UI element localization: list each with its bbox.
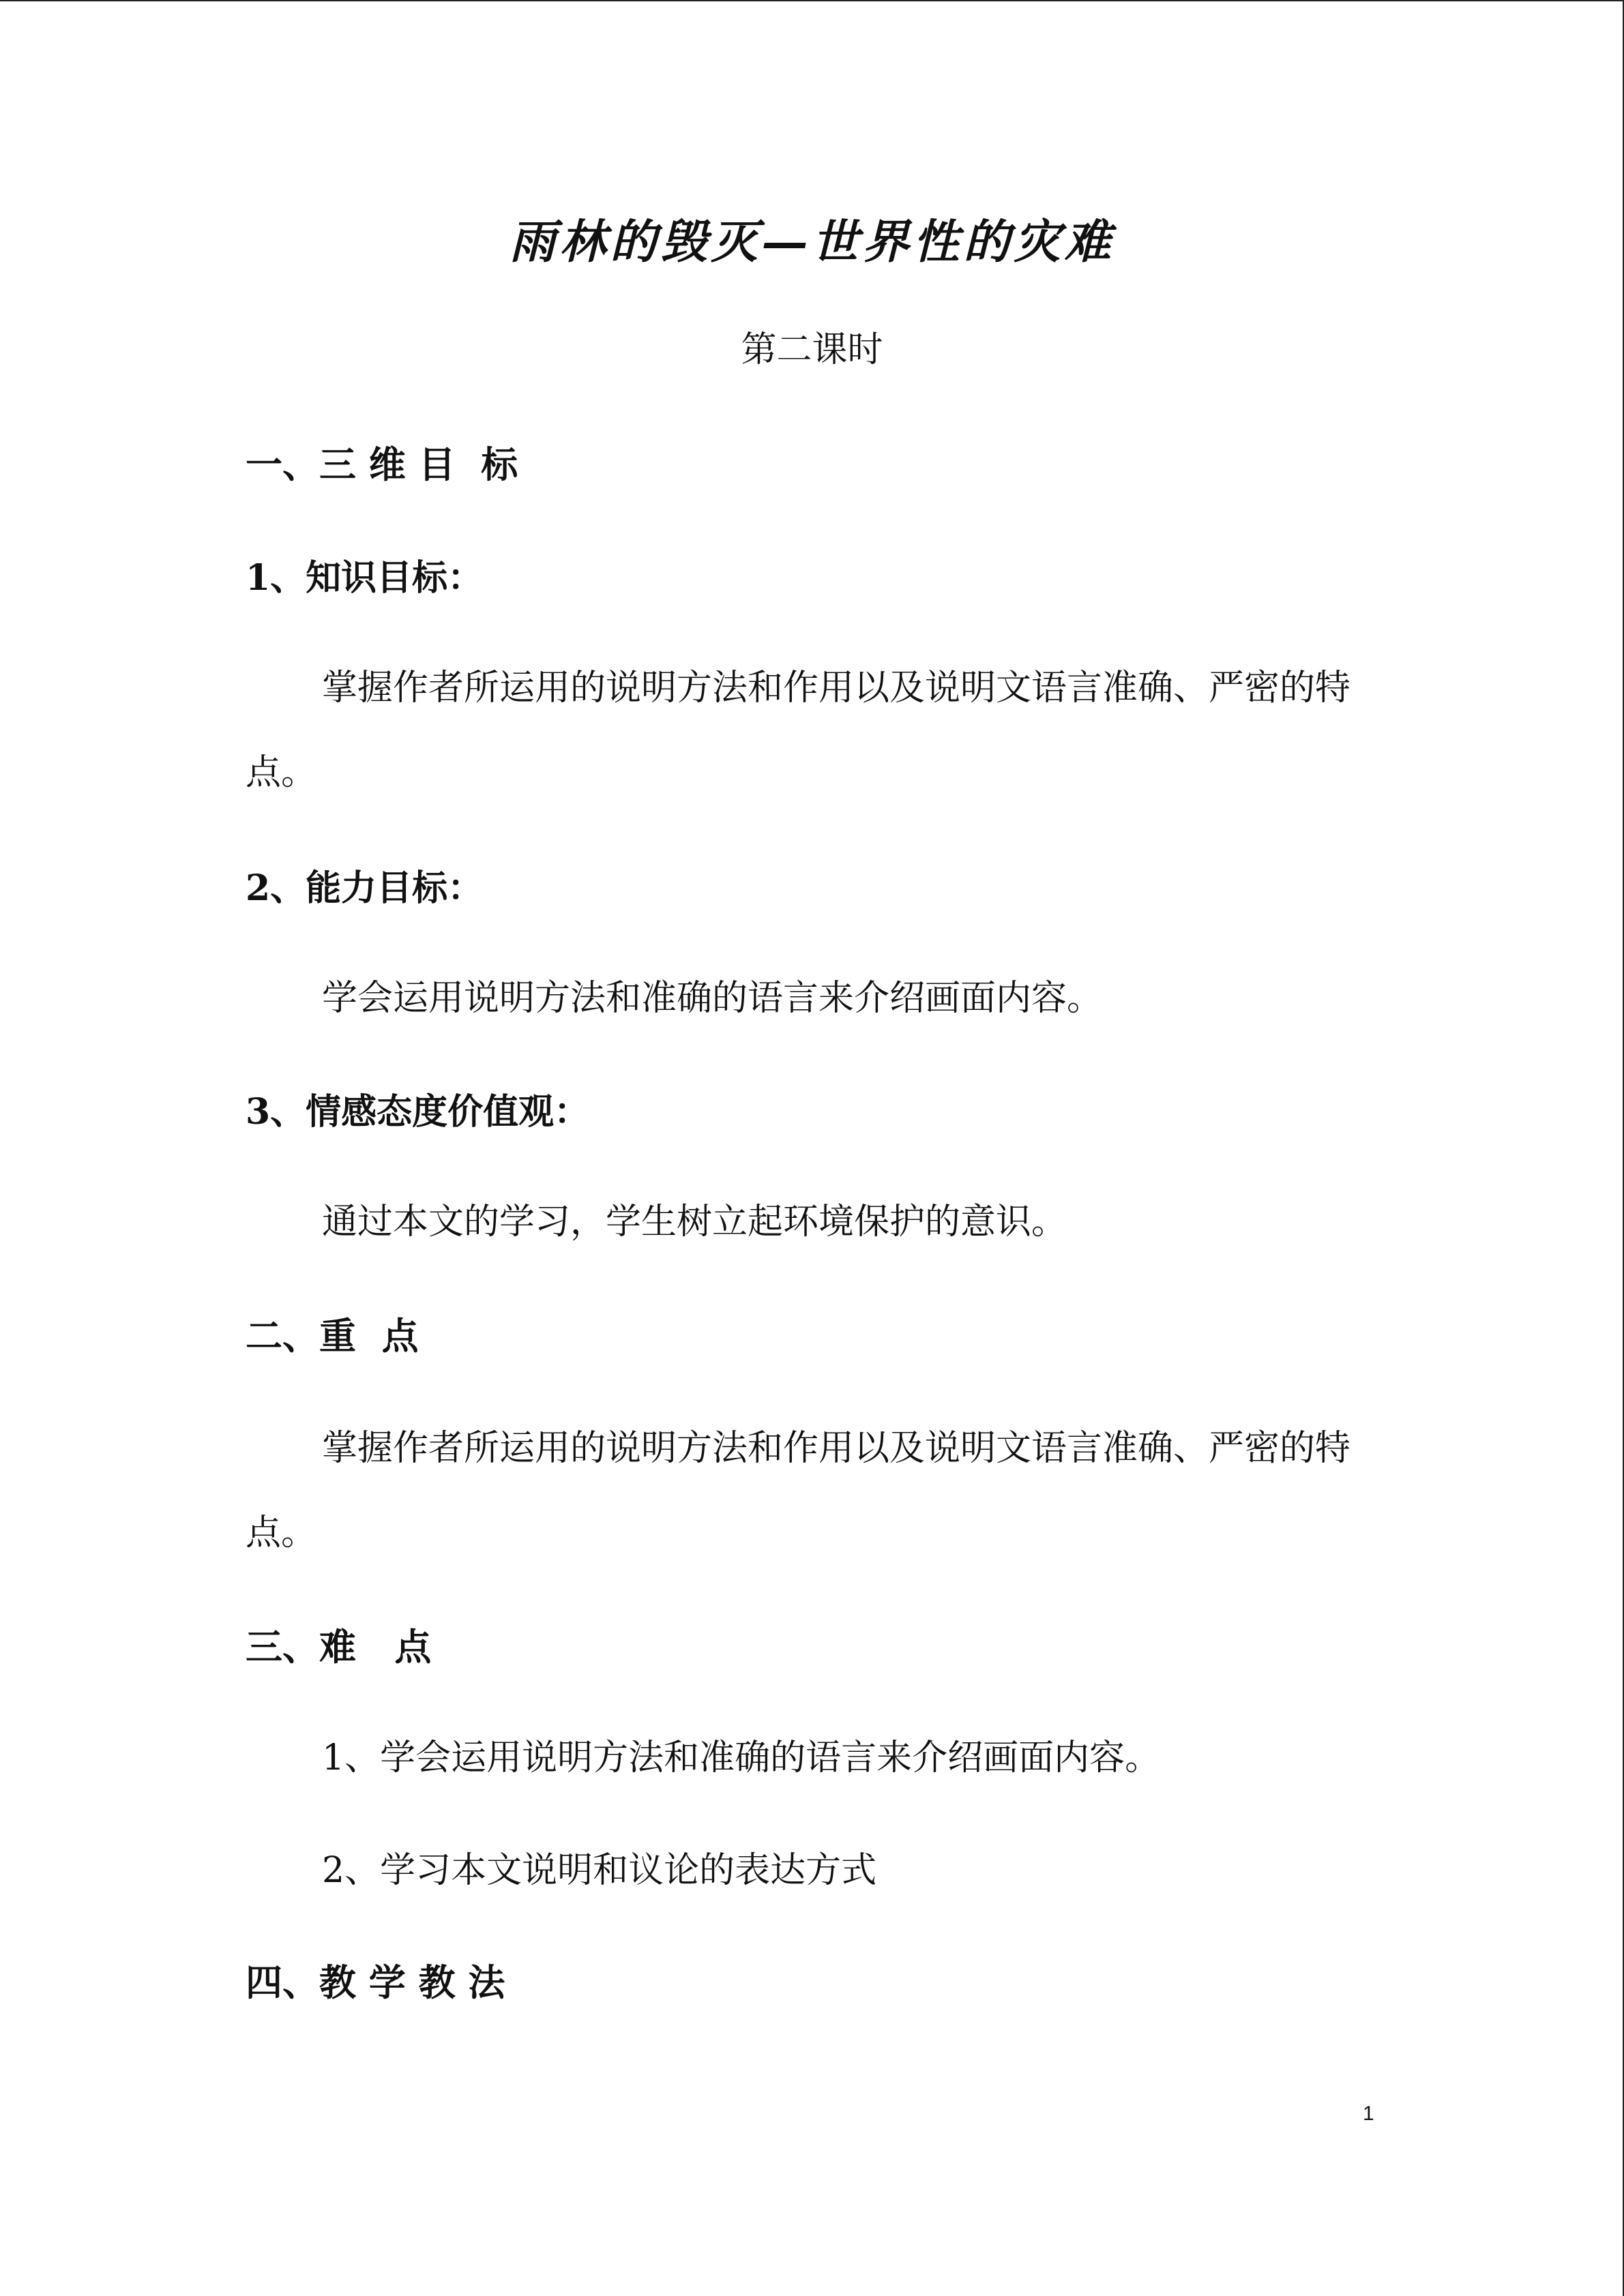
ability-objective-text: 学会运用说明方法和准确的语言来介绍画面内容。 [322,978,1103,1019]
ability-objective-label: 2、能力目标： [246,867,484,909]
difficulty-item: 2、学习本文说明和议论的表达方式 [322,1850,877,1891]
section-heading-teaching-methods: 四、教 学 教 法 [246,1961,505,2004]
section-heading-key-points: 二、重 点 [246,1315,419,1358]
knowledge-objective-text: 掌握作者所运用的说明方法和作用以及说明文语言准确、严密的特点。 [246,668,1351,793]
page-number: 1 [1363,2102,1374,2125]
document-title: 雨林的毁灭—世界性的灾难 [509,215,1115,269]
key-points-text: 掌握作者所运用的说明方法和作用以及说明文语言准确、严密的特点。 [246,1428,1351,1553]
knowledge-objective-label: 1、知识目标： [246,557,484,599]
document-subtitle: 第二课时 [741,329,883,370]
emotion-objective-label: 3、情感态度价值观： [246,1091,590,1133]
section-heading-objectives: 一、三 维 目 标 [246,443,518,486]
section-heading-difficulties: 三、难 点 [246,1626,432,1669]
difficulty-item: 1、学会运用说明方法和准确的语言来介绍画面内容。 [322,1738,1161,1778]
emotion-objective-text: 通过本文的学习，学生树立起环境保护的意识。 [322,1202,1067,1242]
